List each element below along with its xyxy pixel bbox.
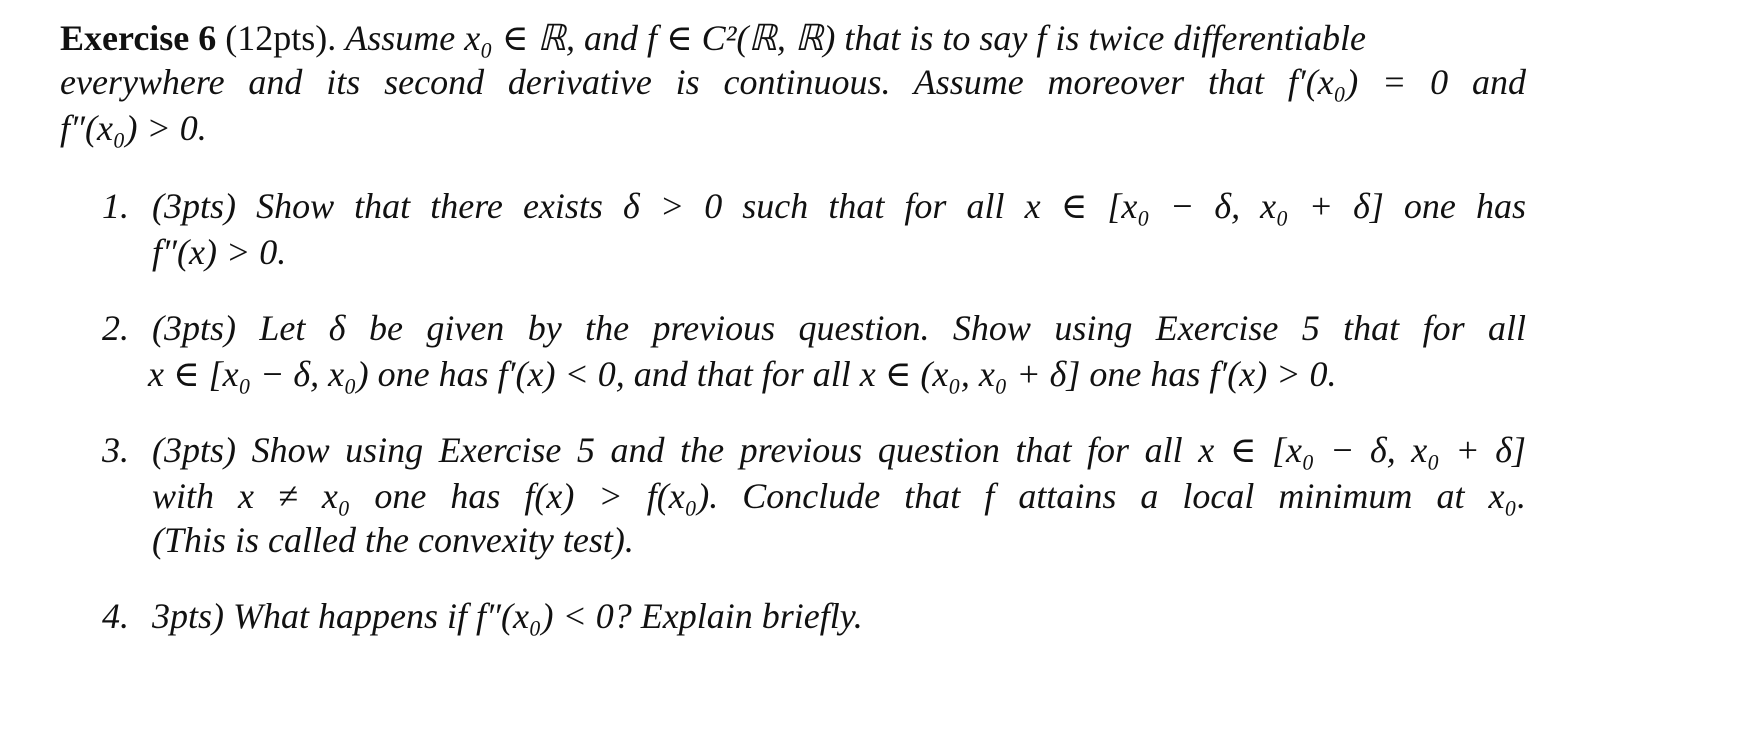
exercise-line-1 [60,18,1526,58]
exercise-statement-line-3: f″(x₀) > 0. [60,108,207,148]
item-1-line-2: f″(x) > 0. [152,232,287,272]
item-2-line-1: (3pts) Let δ be given by the previous question. Show using Exercise 5 that for all [152,308,1526,348]
item-4-number: 4. [102,596,129,636]
exercise-statement-line-1: Assume x₀ ∈ ℝ, and f ∈ C²(ℝ, ℝ) that is to say f is twice differentiable [345,18,1367,58]
item-3-line-3: (This is called the convexity test). [152,520,634,560]
item-1-number: 1. [102,186,129,226]
item-2-line-2: x ∈ [x₀ − δ, x₀) one has f′(x) < 0, and that for all x ∈ (x₀, x₀ + δ] one has f′(x) > 0. [148,354,1337,394]
exercise-statement-line-2: everywhere and its second derivative is continuous. Assume moreover that f′(x₀) = 0 and [60,62,1526,102]
item-1-line-1: (3pts) Show that there exists δ > 0 such that for all x ∈ [x₀ − δ, x₀ + δ] one has [152,186,1526,226]
item-3-line-2: with x ≠ x₀ one has f(x) > f(x₀). Conclude that f attains a local minimum at x₀. [152,476,1526,516]
exercise-title: Exercise 6 [60,18,217,58]
item-4-line-1: 3pts) What happens if f″(x₀) < 0? Explain briefly. [152,596,863,636]
item-3-line-1: (3pts) Show using Exercise 5 and the previous question that for all x ∈ [x₀ − δ, x₀ + δ] [152,430,1526,470]
item-3-number: 3. [102,430,129,470]
exercise-points: (12pts). [225,18,337,58]
item-2-number: 2. [102,308,129,348]
